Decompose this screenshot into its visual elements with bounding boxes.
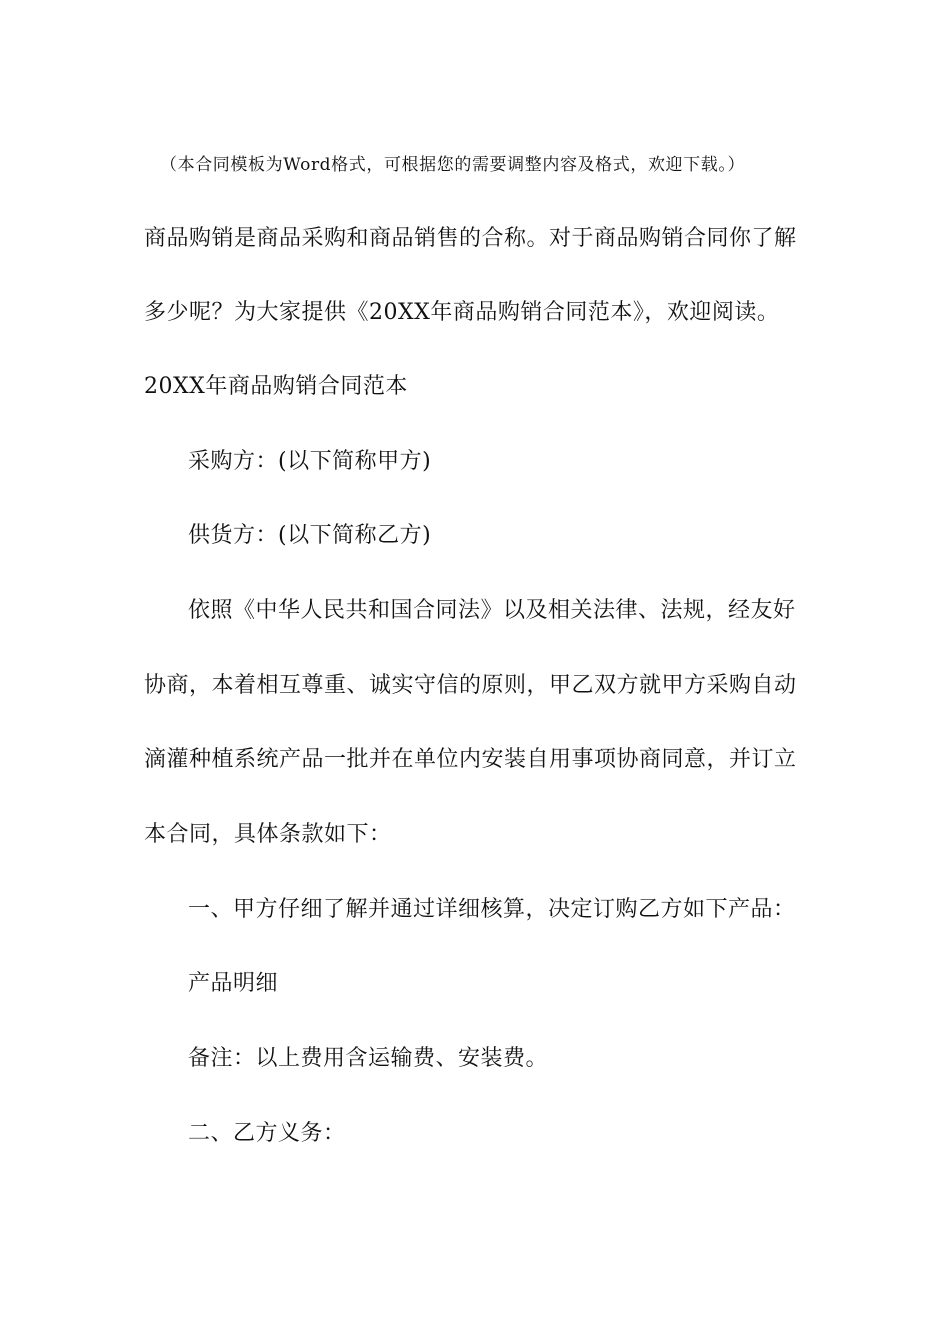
template-note: （本合同模板为Word格式，可根据您的需要调整内容及格式，欢迎下载。） bbox=[160, 155, 746, 175]
paragraph-line-3: 滴灌种植系统产品一批并在单位内安装自用事项协商同意，并订立 bbox=[144, 747, 797, 772]
buyer-party: 采购方：(以下简称甲方) bbox=[188, 449, 432, 474]
clause-1: 一、甲方仔细了解并通过详细核算，决定订购乙方如下产品： bbox=[188, 897, 796, 922]
paragraph-line-1: 依照《中华人民共和国合同法》以及相关法律、法规，经友好 bbox=[188, 598, 796, 623]
supplier-party: 供货方：(以下简称乙方) bbox=[188, 523, 432, 548]
clause-2: 二、乙方义务： bbox=[188, 1121, 346, 1146]
intro-text-line-1: 商品购销是商品采购和商品销售的合称。对于商品购销合同你了解 bbox=[144, 226, 797, 251]
paragraph-line-2: 协商，本着相互尊重、诚实守信的原则，甲乙双方就甲方采购自动 bbox=[144, 673, 797, 698]
intro-text-line-2: 多少呢？为大家提供《20XX年商品购销合同范本》，欢迎阅读。 bbox=[144, 300, 780, 325]
paragraph-line-4: 本合同，具体条款如下： bbox=[144, 822, 392, 847]
product-detail-heading: 产品明细 bbox=[188, 971, 279, 996]
remark-line: 备注：以上费用含运输费、安装费。 bbox=[188, 1046, 549, 1071]
contract-title: 20XX年商品购销合同范本 bbox=[144, 374, 408, 399]
